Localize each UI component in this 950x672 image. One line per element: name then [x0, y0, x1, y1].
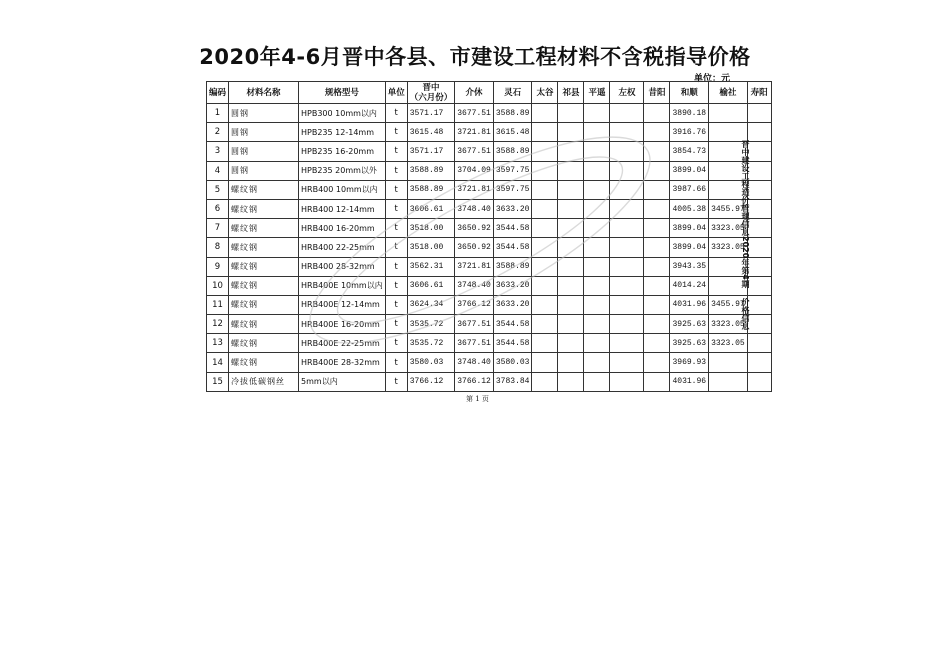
cell-shouyang [747, 104, 771, 123]
cell-name: 螺纹钢 [229, 199, 299, 218]
cell-qixian [558, 123, 584, 142]
cell-qixian [558, 353, 584, 372]
cell-xiyang [644, 276, 670, 295]
cell-xiyang [644, 161, 670, 180]
cell-jinzhong: 3606.61 [407, 276, 455, 295]
cell-pingyao [584, 161, 610, 180]
cell-lingshi: 3544.58 [493, 219, 532, 238]
cell-spec: HRB400 22-25mm [299, 238, 386, 257]
cell-qixian [558, 104, 584, 123]
cell-code: 13 [207, 334, 229, 353]
cell-yushe: 3323.05 [709, 315, 748, 334]
table-header-row [207, 82, 772, 104]
cell-heshun: 4005.38 [670, 199, 709, 218]
cell-pingyao [584, 276, 610, 295]
page-number: 第 1 页 [466, 395, 489, 403]
cell-jinzhong: 3588.89 [407, 161, 455, 180]
cell-zuoquan [610, 315, 644, 334]
cell-lingshi: 3633.20 [493, 276, 532, 295]
cell-taigu [532, 123, 558, 142]
cell-unit: t [385, 199, 407, 218]
cell-jiexiu: 3766.12 [455, 295, 494, 314]
cell-name: 圆钢 [229, 161, 299, 180]
cell-code: 2 [207, 123, 229, 142]
cell-yushe [709, 123, 748, 142]
table-row [207, 219, 772, 238]
table-row [207, 353, 772, 372]
header-spec: 规格型号 [299, 82, 386, 104]
cell-heshun: 3899.04 [670, 161, 709, 180]
cell-code: 10 [207, 276, 229, 295]
cell-jinzhong: 3518.00 [407, 219, 455, 238]
header-jinzhong-line1: 晋中 [422, 82, 440, 93]
cell-spec: 5mm以内 [299, 372, 386, 391]
cell-pingyao [584, 334, 610, 353]
header-taigu: 太谷 [532, 82, 558, 104]
table-row [207, 295, 772, 314]
cell-jinzhong: 3535.72 [407, 315, 455, 334]
cell-jiexiu: 3677.51 [455, 104, 494, 123]
cell-yushe: 3455.97 [709, 295, 748, 314]
cell-yushe: 3323.05 [709, 219, 748, 238]
cell-taigu [532, 142, 558, 161]
cell-zuoquan [610, 295, 644, 314]
cell-code: 5 [207, 180, 229, 199]
cell-spec: HRB400E 10mm以内 [299, 276, 386, 295]
cell-spec: HRB400 16-20mm [299, 219, 386, 238]
cell-yushe [709, 353, 748, 372]
cell-heshun: 3987.66 [670, 180, 709, 199]
cell-zuoquan [610, 372, 644, 391]
cell-jinzhong: 3766.12 [407, 372, 455, 391]
cell-code: 3 [207, 142, 229, 161]
cell-lingshi: 3597.75 [493, 180, 532, 199]
cell-lingshi: 3783.84 [493, 372, 532, 391]
cell-zuoquan [610, 353, 644, 372]
table-row [207, 104, 772, 123]
cell-name: 螺纹钢 [229, 180, 299, 199]
cell-heshun: 3854.73 [670, 142, 709, 161]
cell-lingshi: 3633.20 [493, 295, 532, 314]
cell-xiyang [644, 123, 670, 142]
cell-unit: t [385, 161, 407, 180]
cell-zuoquan [610, 219, 644, 238]
cell-spec: HRB400E 22-25mm [299, 334, 386, 353]
cell-unit: t [385, 142, 407, 161]
table-row [207, 123, 772, 142]
cell-qixian [558, 315, 584, 334]
cell-taigu [532, 295, 558, 314]
cell-jinzhong: 3535.72 [407, 334, 455, 353]
cell-taigu [532, 161, 558, 180]
cell-unit: t [385, 334, 407, 353]
document-title: 2020年4-6月晋中各县、市建设工程材料不含税指导价格 [199, 45, 751, 69]
cell-heshun: 3925.63 [670, 315, 709, 334]
price-table [206, 81, 772, 392]
cell-qixian [558, 334, 584, 353]
cell-jinzhong: 3580.03 [407, 353, 455, 372]
cell-taigu [532, 353, 558, 372]
cell-jinzhong: 3588.89 [407, 180, 455, 199]
cell-xiyang [644, 219, 670, 238]
cell-xiyang [644, 372, 670, 391]
cell-jiexiu: 3650.92 [455, 238, 494, 257]
cell-jiexiu: 3721.81 [455, 257, 494, 276]
cell-pingyao [584, 219, 610, 238]
header-unit: 单位 [385, 82, 407, 104]
cell-zuoquan [610, 142, 644, 161]
table-body [207, 104, 772, 392]
cell-name: 螺纹钢 [229, 219, 299, 238]
cell-taigu [532, 276, 558, 295]
header-shouyang: 寿阳 [747, 82, 771, 104]
cell-name: 螺纹钢 [229, 334, 299, 353]
cell-jiexiu: 3748.40 [455, 276, 494, 295]
cell-unit: t [385, 123, 407, 142]
cell-taigu [532, 372, 558, 391]
cell-name: 螺纹钢 [229, 315, 299, 334]
cell-spec: HRB400 10mm以内 [299, 180, 386, 199]
cell-qixian [558, 219, 584, 238]
cell-jinzhong: 3615.48 [407, 123, 455, 142]
cell-yushe: 3323.05 [709, 334, 748, 353]
cell-jinzhong: 3571.17 [407, 142, 455, 161]
cell-heshun: 4014.24 [670, 276, 709, 295]
cell-pingyao [584, 295, 610, 314]
table-row [207, 276, 772, 295]
cell-xiyang [644, 353, 670, 372]
cell-name: 螺纹钢 [229, 295, 299, 314]
cell-jiexiu: 3721.81 [455, 180, 494, 199]
cell-spec: HRB400E 12-14mm [299, 295, 386, 314]
cell-code: 4 [207, 161, 229, 180]
cell-code: 9 [207, 257, 229, 276]
cell-zuoquan [610, 334, 644, 353]
cell-lingshi: 3588.89 [493, 104, 532, 123]
cell-qixian [558, 161, 584, 180]
cell-jiexiu: 3721.81 [455, 123, 494, 142]
cell-qixian [558, 180, 584, 199]
cell-heshun: 3899.04 [670, 238, 709, 257]
cell-xiyang [644, 334, 670, 353]
cell-spec: HRB400E 16-20mm [299, 315, 386, 334]
cell-zuoquan [610, 161, 644, 180]
cell-jinzhong: 3518.00 [407, 238, 455, 257]
cell-spec: HRB400E 28-32mm [299, 353, 386, 372]
cell-jiexiu: 3748.40 [455, 353, 494, 372]
cell-spec: HPB300 10mm以内 [299, 104, 386, 123]
cell-taigu [532, 257, 558, 276]
cell-yushe: 3455.97 [709, 199, 748, 218]
cell-xiyang [644, 142, 670, 161]
cell-yushe [709, 104, 748, 123]
cell-qixian [558, 257, 584, 276]
cell-zuoquan [610, 123, 644, 142]
table-row [207, 334, 772, 353]
cell-name: 螺纹钢 [229, 353, 299, 372]
header-zuoquan: 左权 [610, 82, 644, 104]
cell-unit: t [385, 104, 407, 123]
cell-zuoquan [610, 104, 644, 123]
cell-code: 6 [207, 199, 229, 218]
cell-unit: t [385, 219, 407, 238]
cell-heshun: 4031.96 [670, 295, 709, 314]
cell-code: 15 [207, 372, 229, 391]
cell-taigu [532, 104, 558, 123]
header-lingshi: 灵石 [493, 82, 532, 104]
cell-qixian [558, 276, 584, 295]
header-jiexiu: 介休 [455, 82, 494, 104]
cell-taigu [532, 238, 558, 257]
table-row [207, 315, 772, 334]
cell-code: 1 [207, 104, 229, 123]
cell-unit: t [385, 372, 407, 391]
cell-lingshi: 3588.89 [493, 257, 532, 276]
cell-jiexiu: 3677.51 [455, 142, 494, 161]
cell-qixian [558, 295, 584, 314]
header-qixian: 祁县 [558, 82, 584, 104]
cell-code: 12 [207, 315, 229, 334]
cell-spec: HPB235 12-14mm [299, 123, 386, 142]
side-note-issue: 晋中建设工程造价管理信息2020年第4期 [741, 140, 750, 288]
cell-lingshi: 3544.58 [493, 238, 532, 257]
table-row [207, 142, 772, 161]
header-code: 编码 [207, 82, 229, 104]
cell-lingshi: 3544.58 [493, 334, 532, 353]
cell-xiyang [644, 199, 670, 218]
cell-jiexiu: 3748.40 [455, 199, 494, 218]
cell-qixian [558, 372, 584, 391]
cell-pingyao [584, 372, 610, 391]
cell-jiexiu: 3677.51 [455, 315, 494, 334]
cell-pingyao [584, 142, 610, 161]
cell-jinzhong: 3624.34 [407, 295, 455, 314]
cell-code: 14 [207, 353, 229, 372]
cell-shouyang [747, 334, 771, 353]
cell-xiyang [644, 257, 670, 276]
cell-name: 圆钢 [229, 123, 299, 142]
cell-name: 圆钢 [229, 104, 299, 123]
cell-spec: HPB235 20mm以外 [299, 161, 386, 180]
cell-name: 圆钢 [229, 142, 299, 161]
cell-xiyang [644, 315, 670, 334]
cell-unit: t [385, 257, 407, 276]
side-note-price-info: 价格信息 [741, 298, 750, 330]
cell-name: 螺纹钢 [229, 238, 299, 257]
cell-code: 8 [207, 238, 229, 257]
cell-lingshi: 3588.89 [493, 142, 532, 161]
cell-code: 11 [207, 295, 229, 314]
cell-heshun: 3899.04 [670, 219, 709, 238]
table-row [207, 238, 772, 257]
header-yushe: 榆社 [709, 82, 748, 104]
cell-name: 螺纹钢 [229, 257, 299, 276]
header-xiyang: 昔阳 [644, 82, 670, 104]
cell-zuoquan [610, 199, 644, 218]
cell-unit: t [385, 276, 407, 295]
cell-lingshi: 3633.20 [493, 199, 532, 218]
table-row [207, 180, 772, 199]
cell-qixian [558, 199, 584, 218]
cell-xiyang [644, 180, 670, 199]
cell-yushe [709, 372, 748, 391]
cell-spec: HPB235 16-20mm [299, 142, 386, 161]
cell-unit: t [385, 353, 407, 372]
cell-qixian [558, 142, 584, 161]
cell-shouyang [747, 353, 771, 372]
cell-jiexiu: 3704.09 [455, 161, 494, 180]
cell-spec: HRB400 28-32mm [299, 257, 386, 276]
cell-lingshi: 3615.48 [493, 123, 532, 142]
cell-lingshi: 3580.03 [493, 353, 532, 372]
cell-xiyang [644, 104, 670, 123]
cell-shouyang [747, 123, 771, 142]
cell-spec: HRB400 12-14mm [299, 199, 386, 218]
cell-pingyao [584, 353, 610, 372]
cell-lingshi: 3597.75 [493, 161, 532, 180]
cell-pingyao [584, 257, 610, 276]
cell-zuoquan [610, 276, 644, 295]
cell-heshun: 3925.63 [670, 334, 709, 353]
cell-unit: t [385, 295, 407, 314]
header-heshun: 和顺 [670, 82, 709, 104]
header-name: 材料名称 [229, 82, 299, 104]
cell-name: 冷拔低碳钢丝 [229, 372, 299, 391]
cell-lingshi: 3544.58 [493, 315, 532, 334]
cell-jinzhong: 3571.17 [407, 104, 455, 123]
cell-heshun: 3969.93 [670, 353, 709, 372]
cell-taigu [532, 334, 558, 353]
cell-taigu [532, 315, 558, 334]
table-row [207, 161, 772, 180]
header-jinzhong-line2: （六月份） [409, 92, 453, 103]
cell-yushe: 3323.05 [709, 238, 748, 257]
table-row [207, 372, 772, 391]
cell-name: 螺纹钢 [229, 276, 299, 295]
cell-pingyao [584, 180, 610, 199]
cell-zuoquan [610, 180, 644, 199]
cell-heshun: 3890.18 [670, 104, 709, 123]
header-pingyao: 平遥 [584, 82, 610, 104]
cell-qixian [558, 238, 584, 257]
cell-pingyao [584, 238, 610, 257]
cell-unit: t [385, 315, 407, 334]
unit-label: 单位：元 [694, 74, 731, 84]
cell-jinzhong: 3562.31 [407, 257, 455, 276]
cell-shouyang [747, 372, 771, 391]
cell-heshun: 4031.96 [670, 372, 709, 391]
cell-jiexiu: 3677.51 [455, 334, 494, 353]
cell-jiexiu: 3650.92 [455, 219, 494, 238]
cell-zuoquan [610, 238, 644, 257]
cell-taigu [532, 199, 558, 218]
cell-taigu [532, 219, 558, 238]
cell-unit: t [385, 238, 407, 257]
cell-pingyao [584, 104, 610, 123]
table-row [207, 199, 772, 218]
cell-xiyang [644, 295, 670, 314]
cell-pingyao [584, 123, 610, 142]
cell-pingyao [584, 315, 610, 334]
cell-zuoquan [610, 257, 644, 276]
cell-jiexiu: 3766.12 [455, 372, 494, 391]
cell-pingyao [584, 199, 610, 218]
cell-jinzhong: 3606.61 [407, 199, 455, 218]
cell-heshun: 3916.76 [670, 123, 709, 142]
cell-heshun: 3943.35 [670, 257, 709, 276]
cell-taigu [532, 180, 558, 199]
table-row [207, 257, 772, 276]
cell-unit: t [385, 180, 407, 199]
cell-xiyang [644, 238, 670, 257]
header-jinzhong [407, 82, 455, 104]
cell-code: 7 [207, 219, 229, 238]
